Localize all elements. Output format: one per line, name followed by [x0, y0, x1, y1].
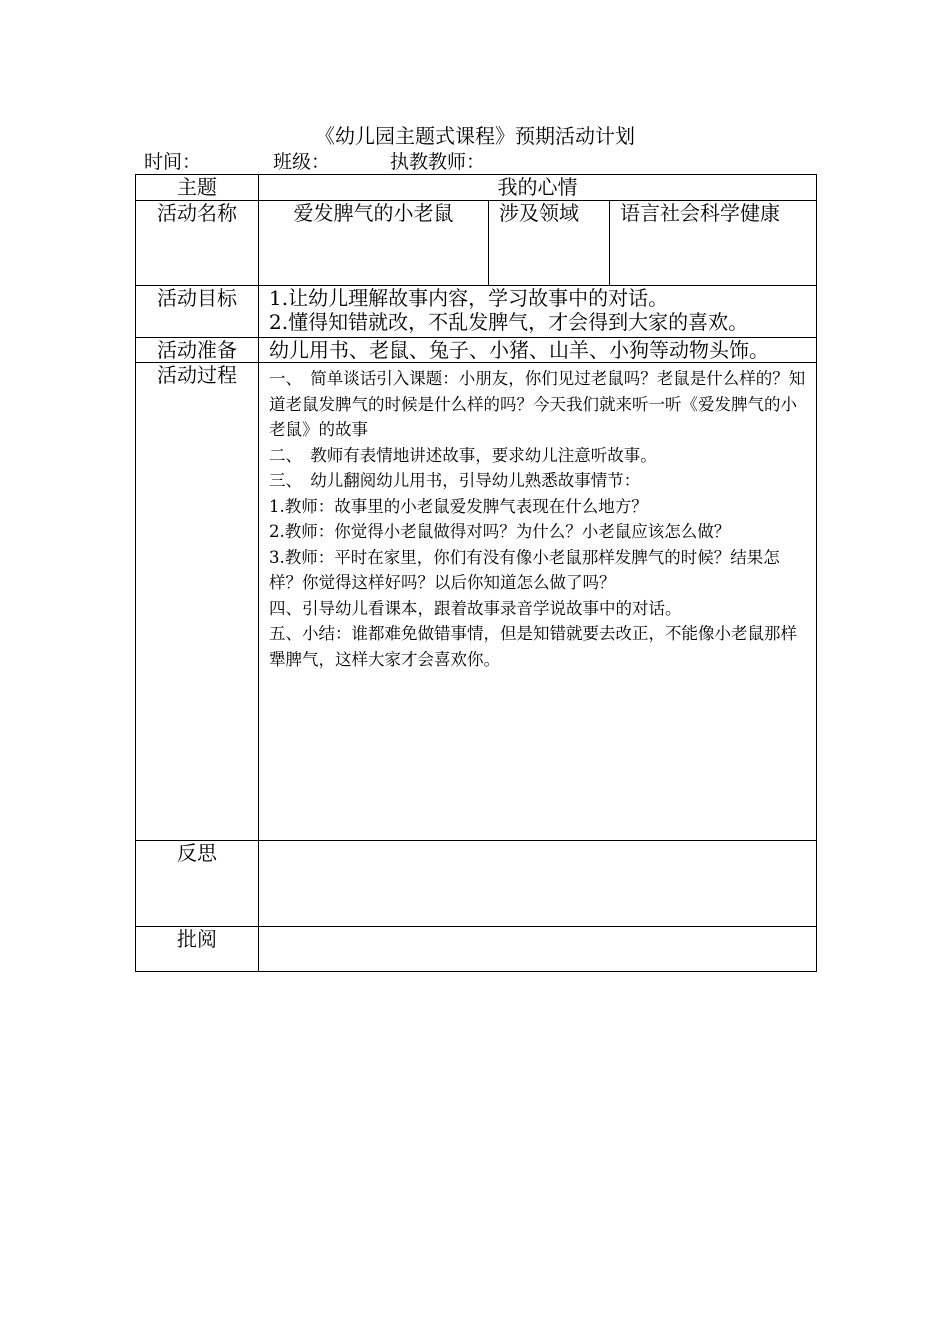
- process-step: 一、 简单谈话引入课题：小朋友，你们见过老鼠吗？老鼠是什么样的？知道老鼠发脾气的时候是什么样的吗？今天我们就来听一听《爱发脾气的小老鼠》的故事: [269, 369, 806, 439]
- process-step: 三、 幼儿翻阅幼儿用书，引导幼儿熟悉故事情节：: [269, 471, 641, 490]
- review-label: 批阅: [136, 927, 259, 972]
- process-content: [259, 363, 817, 841]
- goal-item: 2.懂得知错就改，不乱发脾气，才会得到大家的喜欢。: [269, 310, 749, 334]
- review-value: [259, 927, 817, 972]
- process-step: 1.教师：故事里的小老鼠爱发脾气表现在什么地方？: [269, 496, 648, 516]
- process-step: 五、小结：谁都难免做错事情，但是知错就要去改正，不能像小老鼠那样犟脾气，这样大家才会喜欢你。: [269, 624, 797, 669]
- reflection-label: 反思: [136, 841, 259, 927]
- theme-row: [136, 175, 817, 201]
- prep-value: 幼儿用书、老鼠、兔子、小猪、山羊、小狗等动物头饰。: [259, 338, 817, 363]
- process-step: 四、引导幼儿看课本，跟着故事录音学说故事中的对话。: [269, 598, 682, 618]
- time-label: 时间：: [144, 151, 202, 173]
- activity-name-value: 爱发脾气的小老鼠: [259, 201, 489, 286]
- goal-row: [136, 286, 817, 338]
- activity-name-row: [136, 201, 817, 286]
- process-step: 二、 教师有表情地讲述故事，要求幼儿注意听故事。: [269, 445, 657, 465]
- teacher-label: 执教教师：: [390, 151, 486, 173]
- reflection-value: [259, 841, 817, 927]
- activity-name-label: 活动名称: [136, 201, 259, 286]
- process-step: 2.教师：你觉得小老鼠做得对吗？为什么？小老鼠应该怎么做？: [269, 522, 731, 541]
- reflection-row: [136, 841, 817, 927]
- class-label: 班级：: [273, 151, 331, 173]
- goal-list: [259, 286, 817, 338]
- domain-value: 语言社会科学健康: [610, 201, 817, 286]
- prep-row: [136, 338, 817, 363]
- document-title: 《幼儿园主题式课程》预期活动计划: [315, 124, 635, 148]
- review-row: [136, 927, 817, 972]
- process-step: 3.教师：平时在家里，你们有没有像小老鼠那样发脾气的时候？结果怎样？你觉得这样好吗？以后你知道怎么做了吗？: [269, 547, 780, 592]
- theme-value: 我的心情: [259, 175, 817, 201]
- activity-plan-table: [135, 174, 817, 972]
- prep-label: 活动准备: [136, 338, 259, 363]
- process-label: 活动过程: [136, 363, 259, 841]
- domain-label: 涉及领域: [489, 201, 610, 286]
- theme-label: 主题: [136, 175, 259, 201]
- goal-label: 活动目标: [136, 286, 259, 338]
- process-row: [136, 363, 817, 841]
- goal-item: 1.让幼儿理解故事内容，学习故事中的对话。: [269, 286, 669, 310]
